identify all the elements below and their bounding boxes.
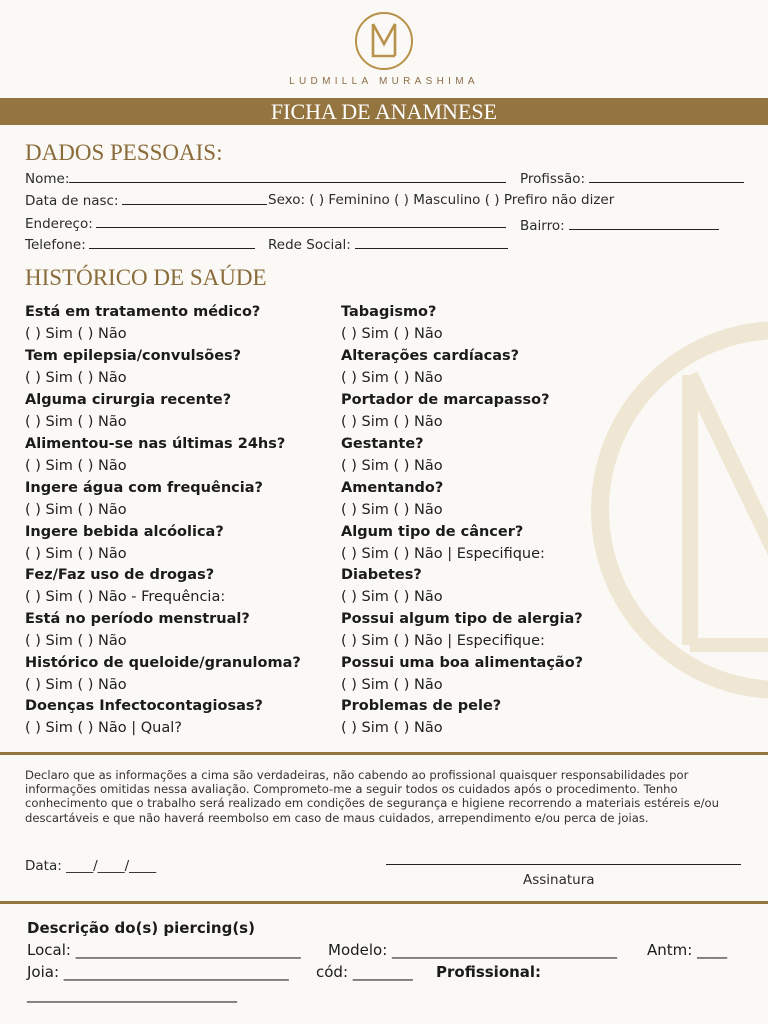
field-cod[interactable]: cód: ________ [316,963,413,981]
signature-line[interactable] [386,864,741,865]
section-title-health: HISTÓRICO DE SAÚDE [25,265,267,290]
divider [0,752,768,755]
question-alcool: Ingere bebida alcóolica? [25,524,224,540]
question-cirurgia: Alguma cirurgia recente? [25,392,232,408]
field-sexo[interactable]: Sexo: ( ) Feminino ( ) Masculino ( ) Prefiro não dizer [268,192,615,208]
question-infecto: Doenças Infectocontagiosas? [25,698,263,714]
field-joia[interactable]: Joia: ______________________________ [27,963,289,981]
question-tabagismo: Tabagismo? [341,304,437,320]
field-data-nasc[interactable] [25,192,267,209]
answer-options[interactable]: ( ) Sim ( ) Não [341,414,443,430]
input-line[interactable] [122,192,267,205]
question-amamentando: Amentando? [341,480,444,496]
divider [0,901,768,904]
declaration-text: Declaro que as informações a cima são verdadeiras, não cabendo ao profissional quaisquer responsabilidades por informações omitidas nessa avaliação. Comprometo-me a seguir todos os cuidados após o procedimento. Tenho conhecimento que o trabalho será realizado em condições de segurança e higiene recorrendo a materiais estéreis e/ou descartáveis e que não haverá reembolso em caso de maus cuidados, arrependimento e/ou perca de joias. [25,768,719,825]
question-agua: Ingere água com frequência? [25,480,263,496]
section-title-personal: DADOS PESSOAIS: [25,140,223,165]
field-rede-social[interactable] [268,236,508,253]
input-line[interactable] [355,236,508,249]
field-modelo[interactable]: Modelo: ______________________________ [328,941,618,959]
input-line[interactable] [569,217,719,230]
question-drogas: Fez/Faz uso de drogas? [25,567,215,583]
answer-options[interactable]: ( ) Sim ( ) Não [341,502,443,518]
field-profissao[interactable] [520,170,744,187]
answer-options[interactable]: ( ) Sim ( ) Não [341,720,443,736]
question-alimentou: Alimentou-se nas últimas 24hs? [25,436,286,452]
answer-options[interactable]: ( ) Sim ( ) Não [25,414,127,430]
field-local[interactable]: Local: ______________________________ [27,941,301,959]
answer-options[interactable]: ( ) Sim ( ) Não | Especifique: [341,546,545,562]
question-epilepsia: Tem epilepsia/convulsões? [25,348,242,364]
logo-watermark [590,315,768,705]
answer-options[interactable]: ( ) Sim ( ) Não [25,633,127,649]
question-cancer: Algum tipo de câncer? [341,524,524,540]
header-logo [0,10,768,87]
input-line[interactable] [589,170,744,183]
field-nome[interactable] [25,170,506,187]
field-telefone[interactable] [25,236,255,253]
field-label: Rede Social: [268,237,351,253]
input-line[interactable] [96,215,506,228]
brand-name: LUDMILLA MURASHIMA [289,76,479,87]
form-title: FICHA DE ANAMNESE [0,98,768,125]
question-tratamento: Está em tratamento médico? [25,304,261,320]
input-line[interactable] [89,236,255,249]
field-bairro[interactable] [520,217,719,234]
field-endereco[interactable] [25,215,506,232]
question-diabetes: Diabetes? [341,567,422,583]
answer-options[interactable]: ( ) Sim ( ) Não [341,677,443,693]
answer-options[interactable]: ( ) Sim ( ) Não | Especifique: [341,633,545,649]
brand-monogram-icon [353,10,415,72]
answer-options[interactable]: ( ) Sim ( ) Não [25,458,127,474]
answer-options[interactable]: ( ) Sim ( ) Não [25,326,127,342]
question-cardiacas: Alterações cardíacas? [341,348,520,364]
question-queloide: Histórico de queloide/granuloma? [25,655,301,671]
input-line[interactable] [69,170,506,183]
question-gestante: Gestante? [341,436,424,452]
piercing-title: Descrição do(s) piercing(s) [27,919,255,937]
field-label: Telefone: [25,237,86,253]
question-menstrual: Está no período menstrual? [25,611,250,627]
field-label: Bairro: [520,218,565,234]
question-marcapasso: Portador de marcapasso? [341,392,550,408]
signature-label: Assinatura [523,872,595,888]
question-pele: Problemas de pele? [341,698,502,714]
answer-options[interactable]: ( ) Sim ( ) Não [341,326,443,342]
field-label: Nome: [25,171,70,187]
answer-options[interactable]: ( ) Sim ( ) Não [25,502,127,518]
field-label: Profissão: [520,171,586,187]
field-profissional[interactable]: Profissional: [436,963,542,981]
field-label: Endereço: [25,216,93,232]
answer-options[interactable]: ( ) Sim ( ) Não [25,677,127,693]
answer-options[interactable]: ( ) Sim ( ) Não [341,458,443,474]
answer-options[interactable]: ( ) Sim ( ) Não [25,370,127,386]
date-field[interactable]: Data: ____/____/____ [25,858,157,874]
field-antm[interactable]: Antm: ____ [647,941,728,959]
question-alergia: Possui algum tipo de alergia? [341,611,583,627]
question-alimentacao: Possui uma boa alimentação? [341,655,584,671]
field-profissional-line[interactable]: ____________________________ [27,985,237,1003]
answer-options[interactable]: ( ) Sim ( ) Não | Qual? [25,720,182,736]
answer-options[interactable]: ( ) Sim ( ) Não [25,546,127,562]
answer-options[interactable]: ( ) Sim ( ) Não - Frequência: [25,589,226,605]
answer-options[interactable]: ( ) Sim ( ) Não [341,370,443,386]
field-label: Data de nasc: [25,193,119,209]
answer-options[interactable]: ( ) Sim ( ) Não [341,589,443,605]
